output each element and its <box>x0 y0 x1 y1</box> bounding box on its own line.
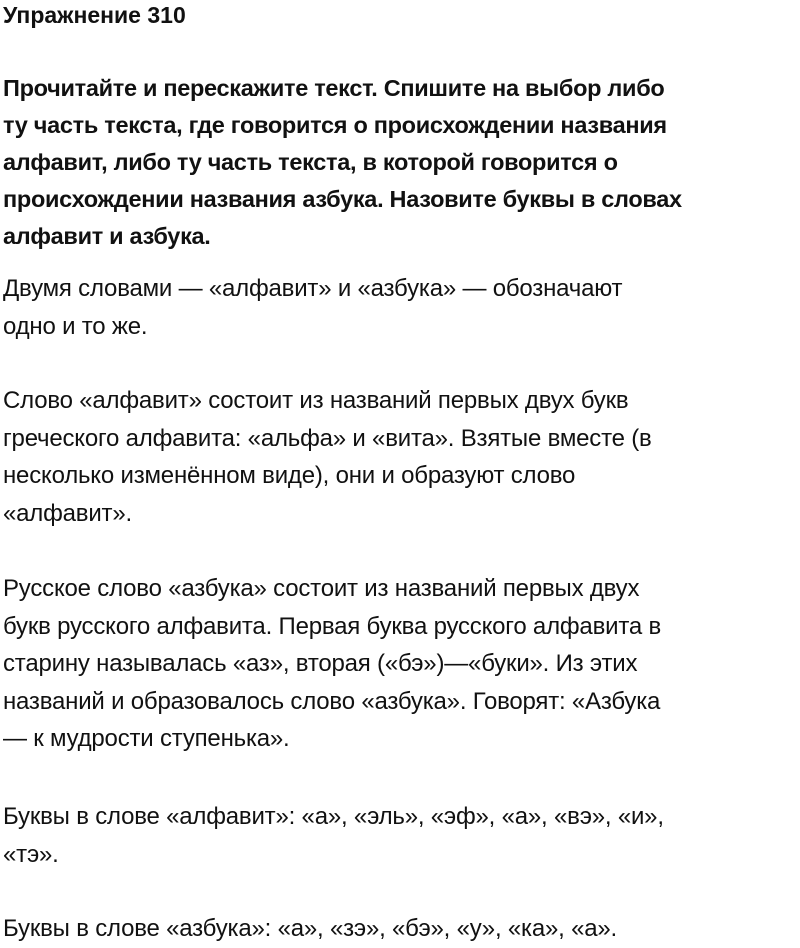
paragraph-line: греческого алфавита: «альфа» и «вита». Взятые вместе (в <box>3 424 652 452</box>
answer-paragraph-4 <box>3 798 793 873</box>
exercise-title: Упражнение 310 <box>3 2 186 28</box>
paragraph-line: «алфавит». <box>3 499 132 527</box>
paragraph-line: Двумя словами — «алфавит» и «азбука» — обозначают <box>3 275 623 302</box>
task-line: алфавит и азбука. <box>3 223 211 249</box>
paragraph-line: — к мудрости ступенька». <box>3 725 290 752</box>
task-line: алфавит, либо ту часть текста, в которой говорится о <box>3 149 618 175</box>
exercise-task <box>3 70 800 255</box>
paragraph-line: букв русского алфавита. Первая буква русского алфавита в <box>3 612 662 640</box>
paragraph-line: одно и то же. <box>3 312 148 340</box>
paragraph-line: Слово «алфавит» состоит из названий первых двух букв <box>3 387 629 414</box>
answer-paragraph-3 <box>3 570 793 758</box>
paragraph-line: «тэ». <box>3 840 59 868</box>
task-line: Прочитайте и перескажите текст. Спишите на выбор либо <box>3 75 665 101</box>
paragraph-line: Буквы в слове «алфавит»: «а», «эль», «эф», «а», «вэ», «и», <box>3 803 664 830</box>
paragraph-line: старину называлась «аз», вторая («бэ»)—«буки». Из этих <box>3 650 638 677</box>
paragraph-line: несколько изменённом виде), они и образуют слово <box>3 462 576 489</box>
answer-paragraph-2 <box>3 382 793 532</box>
task-line: ту часть текста, где говорится о происхождении названия <box>3 112 667 138</box>
task-line: происхождении названия азбука. Назовите буквы в словах <box>3 186 682 212</box>
answer-paragraph-1 <box>3 270 793 345</box>
answer-paragraph-5 <box>3 910 793 948</box>
paragraph-line: Русское слово «азбука» состоит из названий первых двух <box>3 575 640 602</box>
paragraph-line: Буквы в слове «азбука»: «а», «зэ», «бэ», «у», «ка», «а». <box>3 915 617 942</box>
paragraph-line: названий и образовалось слово «азбука». Говорят: «Азбука <box>3 687 661 715</box>
